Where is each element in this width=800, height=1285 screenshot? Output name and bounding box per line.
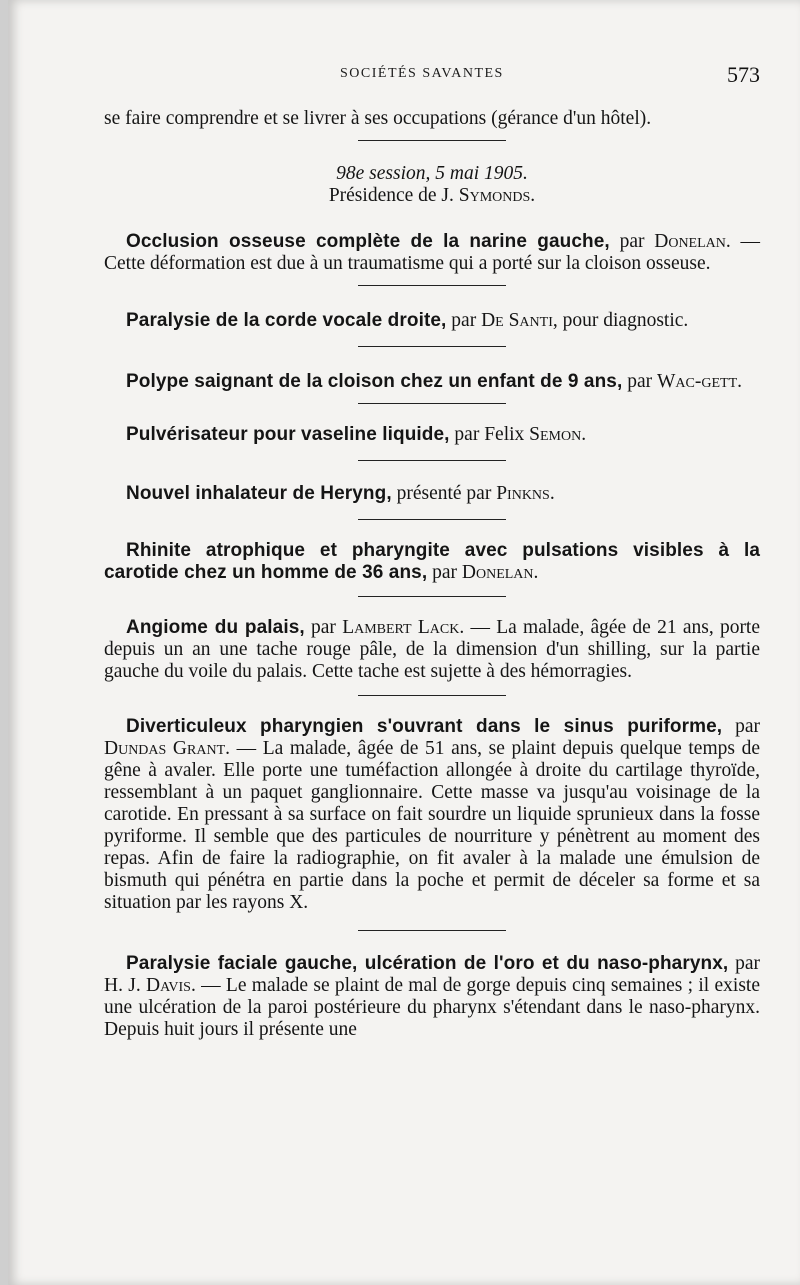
entry-by: par [311, 617, 336, 638]
entry-diverticuleux [104, 716, 760, 914]
entry-author: De Santi, [481, 310, 558, 331]
presidence-prefix: Présidence de J. [328, 185, 454, 206]
section-rule [358, 695, 506, 696]
entry-by: par [432, 562, 458, 583]
entry-title: Angiome du palais, [126, 617, 305, 638]
entry-title: Nouvel inhalateur de Heryng, [126, 483, 392, 504]
article-body [104, 108, 760, 1041]
entry-by: par Felix [454, 424, 525, 445]
entry-polype [104, 371, 760, 393]
entry-text: — Cette déformation est due à un traumatisme qui a porté sur la cloison osseuse. [104, 231, 761, 274]
section-rule [358, 930, 506, 931]
entry-text: — Le malade se plaint de mal de gorge depuis cinq semaines ; il existe une ulcération de la paroi postérieure du pharynx s'étendant dans le naso-pharynx. Depuis huit jours il présente une [104, 975, 761, 1040]
entry-by: par [735, 716, 761, 737]
entry-title: Paralysie faciale gauche, ulcération de l'oro et du naso-pharynx, [126, 953, 729, 974]
entry-angiome [104, 617, 760, 683]
entry-author: Dundas Grant. [104, 738, 230, 759]
page-number: 573 [727, 62, 760, 87]
president-name: Symonds. [458, 185, 536, 206]
entry-paralysie-corde [104, 310, 760, 332]
section-rule [358, 460, 506, 461]
running-title: SOCIÉTÉS SAVANTES [340, 66, 504, 81]
entry-author: Semon. [529, 424, 587, 445]
entry-paralysie-faciale [104, 953, 760, 1041]
entry-inhalateur [104, 483, 760, 505]
intro-paragraph: se faire comprendre et se livrer à ses occupations (gérance d'un hôtel). [104, 108, 652, 129]
entry-rhinite [104, 540, 760, 584]
entry-occlusion [104, 231, 760, 275]
entry-title: Polype saignant de la cloison chez un enfant de 9 ans, [126, 371, 623, 392]
entry-by: par [627, 371, 653, 392]
entry-text: pour diagnostic. [557, 310, 689, 331]
entry-author: Pinkns. [496, 483, 555, 504]
entry-title: Pulvérisateur pour vaseline liquide, [126, 424, 450, 445]
entry-title: Diverticuleux pharyngien s'ouvrant dans le sinus puriforme, [126, 716, 723, 737]
section-rule [358, 519, 506, 520]
entry-title: Paralysie de la corde vocale droite, [126, 310, 447, 331]
section-rule [358, 140, 506, 141]
section-rule [358, 285, 506, 286]
entry-text: — La malade, âgée de 51 ans, se plaint depuis quelque temps de gêne à avaler. Elle porte une tuméfaction allongée à droite du cartilage thyroïde, ressemblant à un paquet ganglionnaire. Cette masse va jusqu'au voisinage de la carotide. En pressant à sa surface on fait sourdre un liquide sprunieux dans la fosse pyriforme. Il semble que des particules de nourriture y pénètrent au moment des repas. Afin de faire la radiographie, on fit avaler à la malade une émulsion de bismuth qui pénétra en partie dans la poche et permit de déceler sa forme et sa situation par les rayons X. [104, 738, 760, 913]
entry-by: par [451, 310, 477, 331]
entry-author: Donelan. [461, 562, 539, 583]
entry-title: Rhinite atrophique et pharyngite avec pulsations visibles à la carotide chez un homme de 36 ans, [104, 540, 760, 583]
entry-author: Wac-gett. [657, 371, 743, 392]
section-rule [358, 596, 506, 597]
entry-author: Davis. [146, 975, 196, 996]
entry-by: par [619, 231, 645, 252]
page-header [8, 60, 800, 90]
section-rule [358, 346, 506, 347]
entry-by: par H. J. [104, 953, 761, 996]
entry-pulverisateur [104, 424, 760, 446]
entry-author: Lambert Lack. [342, 617, 465, 638]
presidence-line [104, 185, 760, 207]
entry-by: présenté par [396, 483, 492, 504]
section-rule [358, 403, 506, 404]
entry-author: Donelan. [654, 231, 731, 252]
entry-text: — La malade, âgée de 21 ans, porte depuis un an une tache rouge pâle, de la dimension d'un shilling, sur la partie gauche du voile du palais. Cette tache est sujette à des hémorragies. [104, 617, 761, 682]
session-line: 98e session, 5 mai 1905. [336, 163, 528, 184]
entry-title: Occlusion osseuse complète de la narine gauche, [126, 231, 610, 252]
scanned-page [8, 0, 800, 1285]
